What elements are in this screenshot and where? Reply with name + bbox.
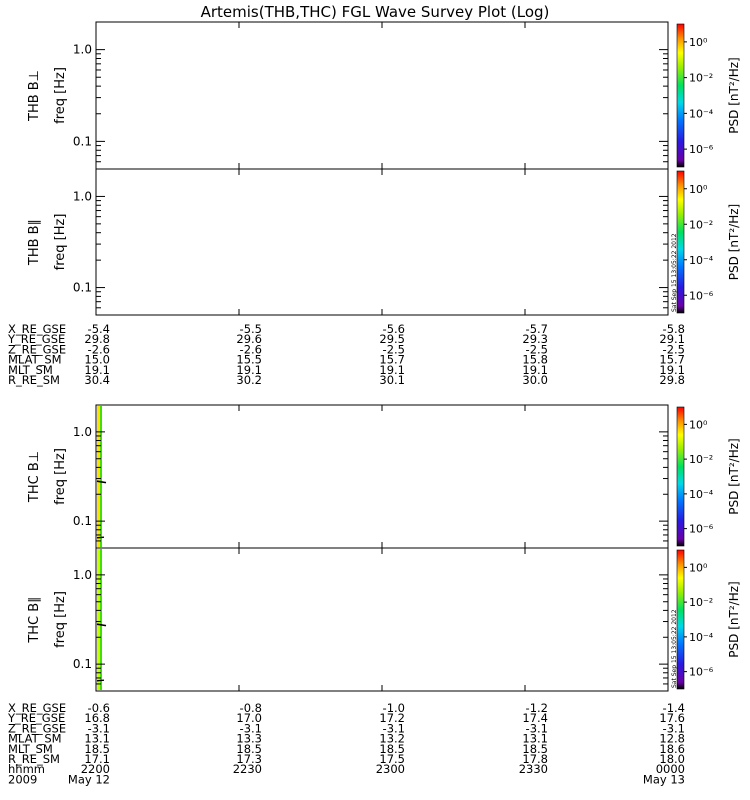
chart-title: Artemis(THB,THC) FGL Wave Survey Plot (Log) xyxy=(200,3,550,21)
y-tick-label: 0.1 xyxy=(72,514,92,529)
colorbar xyxy=(677,171,684,313)
ephemeris-value: 13.1 xyxy=(84,731,110,746)
ephemeris-value: 18.6 xyxy=(659,741,685,756)
ephemeris-value: 19.1 xyxy=(84,362,110,377)
ephemeris-value: 13.1 xyxy=(522,731,548,746)
colorbar xyxy=(677,550,684,689)
ephemeris-value: 19.1 xyxy=(659,362,685,377)
ephemeris-value: -1.4 xyxy=(662,701,685,715)
colorbar-label: PSD [nT²/Hz] xyxy=(727,438,741,515)
ephemeris-value: -0.8 xyxy=(239,701,262,715)
panel-probe-label: THC B∥ xyxy=(27,596,42,643)
colorbar-tick-label: 10⁻⁶ xyxy=(689,143,714,157)
ephemeris-value: -3.1 xyxy=(382,721,405,736)
ephemeris-value: -1.2 xyxy=(525,701,548,715)
colorbar-tick-label: 10⁻⁶ xyxy=(689,289,714,303)
ephemeris-value: 17.2 xyxy=(379,711,405,726)
spectrogram-data-strip xyxy=(100,549,102,690)
end-date-label: May 13 xyxy=(642,772,685,787)
panel-ylabel: freq [Hz] xyxy=(53,67,68,124)
ephemeris-label: X_RE_GSE xyxy=(8,322,67,336)
colorbar-tick-label: 10⁻² xyxy=(689,71,714,85)
ephemeris-value: -5.5 xyxy=(239,322,262,336)
spectrogram-data-strip xyxy=(97,549,100,690)
ephemeris-value: 2330 xyxy=(518,762,548,777)
ephemeris-value: 18.0 xyxy=(659,752,685,766)
ephemeris-value: 29.5 xyxy=(379,332,405,347)
panel-ylabel: freq [Hz] xyxy=(53,448,68,505)
ephemeris-value: 15.7 xyxy=(379,352,405,367)
colorbar-label: PSD [nT²/Hz] xyxy=(727,203,741,281)
ephemeris-value: 13.3 xyxy=(236,731,262,746)
ephemeris-value: 29.3 xyxy=(522,332,548,347)
spectrogram-data-strip xyxy=(97,406,100,547)
ephemeris-value: 17.4 xyxy=(522,711,548,726)
ephemeris-value: 29.1 xyxy=(659,332,685,347)
colorbar-tick-label: 10⁰ xyxy=(689,561,708,575)
ephemeris-value: 17.3 xyxy=(236,752,262,766)
ephemeris-label: MLAT_SM xyxy=(8,352,62,367)
ephemeris-table xyxy=(7,701,685,776)
ephemeris-value: 17.0 xyxy=(236,711,262,726)
colorbar-tick-label: 10⁻⁴ xyxy=(689,630,714,644)
colorbar xyxy=(677,407,684,546)
y-tick-label: 1.0 xyxy=(72,42,92,57)
ephemeris-value: -2.6 xyxy=(87,342,110,357)
ephemeris-value: 2200 xyxy=(80,762,110,777)
ephemeris-value: 30.1 xyxy=(379,373,405,387)
y-tick-label: 1.0 xyxy=(72,189,92,204)
panel-ylabel: freq [Hz] xyxy=(53,213,68,271)
ephemeris-value: -5.6 xyxy=(382,322,405,336)
colorbar-tick-label: 10⁻² xyxy=(689,453,714,467)
ephemeris-value: 29.6 xyxy=(236,332,262,347)
ephemeris-value: -0.6 xyxy=(87,701,110,715)
panel-frame xyxy=(96,405,668,548)
ephemeris-value: 30.2 xyxy=(236,373,262,387)
ephemeris-table xyxy=(7,322,685,387)
colorbar-tick-label: 10⁻⁶ xyxy=(689,665,714,679)
panel-probe-label: THB B∥ xyxy=(27,218,42,266)
spectrogram-panel xyxy=(27,405,741,548)
ephemeris-label: R_RE_SM xyxy=(8,752,60,766)
ephemeris-value: 18.5 xyxy=(522,741,548,756)
ephemeris-value: -3.1 xyxy=(239,721,262,736)
ephemeris-value: -2.5 xyxy=(382,342,405,357)
y-tick-label: 0.1 xyxy=(72,657,92,672)
ephemeris-label: R_RE_SM xyxy=(8,373,60,387)
colorbar-tick-label: 10⁻⁴ xyxy=(689,253,714,267)
spectrogram-panel xyxy=(27,22,741,169)
colorbar-label: PSD [nT²/Hz] xyxy=(727,581,741,658)
ephemeris-value: -3.1 xyxy=(87,721,110,736)
ephemeris-value: 17.6 xyxy=(659,711,685,726)
colorbar-tick-label: 10⁻⁴ xyxy=(689,107,714,121)
spectrogram-panel xyxy=(27,169,741,315)
colorbar-tick-label: 10⁰ xyxy=(689,35,708,49)
ephemeris-value: -3.1 xyxy=(662,721,685,736)
ephemeris-value: 17.5 xyxy=(379,752,405,766)
ephemeris-label: Y_RE_GSE xyxy=(8,332,66,347)
panel-ylabel: freq [Hz] xyxy=(53,591,68,648)
timestamp-stamp: Sat Sep 15 13:05:22 2012 xyxy=(671,609,678,688)
spin-tone-trace xyxy=(97,680,104,681)
spin-tone-trace xyxy=(97,537,104,538)
y-tick-label: 0.1 xyxy=(72,280,92,295)
colorbar-tick-label: 10⁻⁶ xyxy=(689,522,714,536)
ephemeris-value: 19.1 xyxy=(522,362,548,377)
ephemeris-value: 18.5 xyxy=(236,741,262,756)
start-date-label: May 12 xyxy=(67,772,110,787)
ephemeris-value: -2.5 xyxy=(525,342,548,357)
colorbar-tick-label: 10⁰ xyxy=(689,418,708,432)
ephemeris-label: Y_RE_GSE xyxy=(8,711,66,726)
panel-frame xyxy=(96,22,668,169)
ephemeris-label: MLT_SM xyxy=(8,741,53,756)
ephemeris-value: 15.7 xyxy=(659,352,685,367)
ephemeris-value: -5.4 xyxy=(87,322,110,336)
y-tick-label: 1.0 xyxy=(72,424,92,439)
y-tick-label: 1.0 xyxy=(72,567,92,582)
ephemeris-value: 13.2 xyxy=(379,731,405,746)
colorbar-tick-label: 10⁻² xyxy=(689,218,714,232)
panel-probe-label: THB B⊥ xyxy=(27,69,42,122)
ephemeris-value: 17.8 xyxy=(522,752,548,766)
colorbar xyxy=(677,24,684,167)
ephemeris-label: MLT_SM xyxy=(8,362,53,377)
ephemeris-value: 2230 xyxy=(232,762,262,777)
ephemeris-label: Z_RE_GSE xyxy=(8,342,67,357)
ephemeris-label: MLAT_SM xyxy=(8,731,62,746)
ephemeris-value: -5.7 xyxy=(525,322,548,336)
ephemeris-value: 19.1 xyxy=(236,362,262,377)
panel-probe-label: THC B⊥ xyxy=(27,450,42,503)
panel-frame xyxy=(96,548,668,691)
ephemeris-value: 0000 xyxy=(655,762,685,777)
ephemeris-label: hhmm xyxy=(8,762,45,777)
colorbar-tick-label: 10⁻⁴ xyxy=(689,487,714,501)
spectrogram-data-strip xyxy=(100,406,102,547)
ephemeris-value: 18.5 xyxy=(84,741,110,756)
ephemeris-value: 15.5 xyxy=(236,352,262,367)
ephemeris-value: 30.0 xyxy=(522,373,548,387)
panel-frame xyxy=(96,169,668,315)
ephemeris-value: 29.8 xyxy=(84,332,110,347)
y-tick-label: 0.1 xyxy=(72,134,92,149)
spectrogram-panel xyxy=(27,548,741,691)
ephemeris-value: 18.5 xyxy=(379,741,405,756)
timestamp-stamp: Sat Sep 15 13:05:22 2012 xyxy=(671,233,678,312)
ephemeris-label: X_RE_GSE xyxy=(8,701,67,715)
ephemeris-value: 29.8 xyxy=(659,373,685,387)
ephemeris-value: 30.4 xyxy=(84,373,110,387)
ephemeris-value: 17.1 xyxy=(84,752,110,766)
ephemeris-value: 16.8 xyxy=(84,711,110,726)
ephemeris-value: 15.0 xyxy=(84,352,110,367)
colorbar-tick-label: 10⁻² xyxy=(689,596,714,610)
ephemeris-label: Z_RE_GSE xyxy=(8,721,67,736)
colorbar-tick-label: 10⁰ xyxy=(689,182,708,196)
ephemeris-value: -2.6 xyxy=(239,342,262,357)
ephemeris-value: -3.1 xyxy=(525,721,548,736)
ephemeris-value: -1.0 xyxy=(382,701,405,715)
year-label: 2009 xyxy=(8,772,38,787)
colorbar-label: PSD [nT²/Hz] xyxy=(727,57,741,134)
ephemeris-value: 12.8 xyxy=(659,731,685,746)
ephemeris-value: 19.1 xyxy=(379,362,405,377)
ephemeris-value: 15.8 xyxy=(522,352,548,367)
ephemeris-value: -5.8 xyxy=(662,322,685,336)
ephemeris-value: -2.5 xyxy=(662,342,685,357)
ephemeris-value: 2300 xyxy=(375,762,405,777)
